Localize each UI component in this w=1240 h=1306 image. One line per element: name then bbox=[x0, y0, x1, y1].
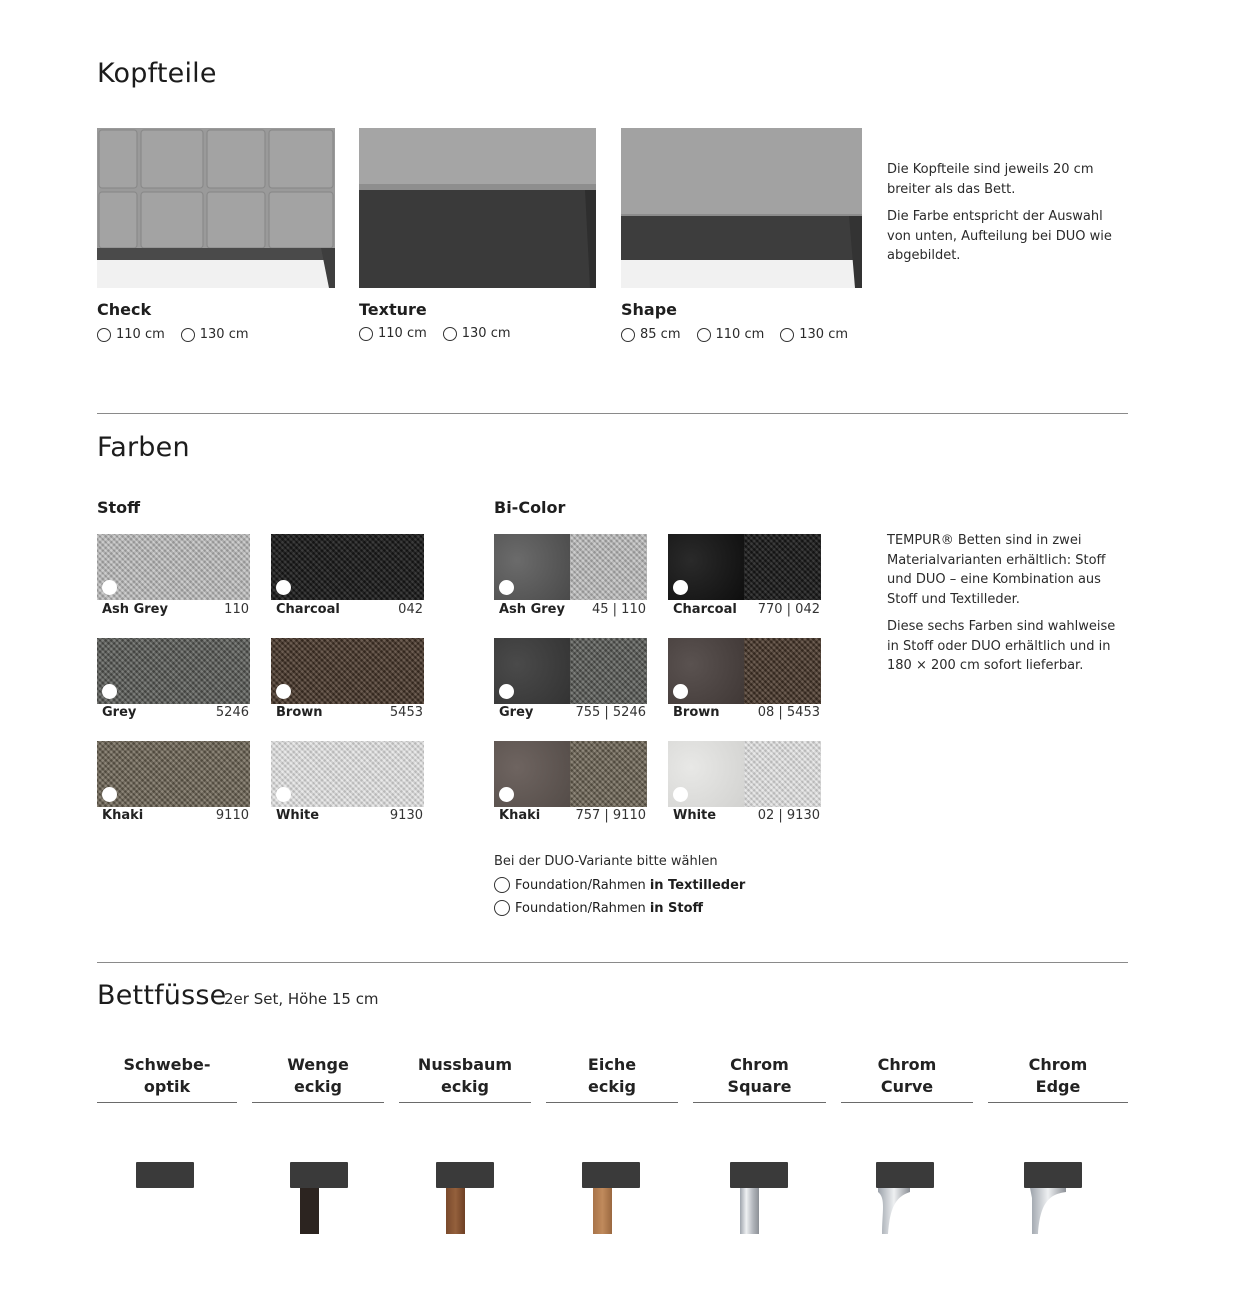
swatch-caption: Ash Grey 45 | 110 bbox=[499, 602, 646, 617]
headboard-shape-image bbox=[621, 128, 862, 288]
select-dot-icon bbox=[102, 580, 117, 595]
swatch-bicolor-charcoal[interactable] bbox=[668, 534, 821, 600]
swatch-caption: Brown 5453 bbox=[276, 705, 423, 720]
foot-leg-chrom-edge bbox=[1030, 1188, 1070, 1236]
section-title-farben: Farben bbox=[97, 432, 190, 463]
shape-option-130[interactable]: 130 cm bbox=[780, 327, 848, 342]
swatch-bicolor-ash-grey[interactable] bbox=[494, 534, 647, 600]
radio-icon[interactable] bbox=[443, 327, 457, 341]
swatch-stoff-ash-grey[interactable] bbox=[97, 534, 250, 600]
foot-wenge-eckig[interactable]: Wenge eckig bbox=[252, 1054, 384, 1103]
swatch-stoff-charcoal[interactable] bbox=[271, 534, 424, 600]
stoff-title: Stoff bbox=[97, 498, 141, 517]
foot-leg-eiche bbox=[593, 1188, 612, 1234]
foot-plate-eiche bbox=[582, 1162, 640, 1188]
foot-chrom-edge[interactable]: Chrom Edge bbox=[988, 1054, 1128, 1103]
swatch-caption: Khaki 757 | 9110 bbox=[499, 808, 646, 823]
shape-option-110[interactable]: 110 cm bbox=[697, 327, 765, 342]
radio-icon[interactable] bbox=[359, 327, 373, 341]
swatch-caption: White 02 | 9130 bbox=[673, 808, 820, 823]
foot-plate-nussbaum bbox=[436, 1162, 494, 1188]
radio-icon[interactable] bbox=[181, 328, 195, 342]
foot-chrom-curve[interactable]: Chrom Curve bbox=[841, 1054, 973, 1103]
radio-icon[interactable] bbox=[780, 328, 794, 342]
headboard-texture-options bbox=[359, 326, 511, 341]
select-dot-icon bbox=[673, 684, 688, 699]
swatch-caption: Charcoal 042 bbox=[276, 602, 423, 617]
swatch-stoff-grey[interactable] bbox=[97, 638, 250, 704]
texture-option-130[interactable]: 130 cm bbox=[443, 326, 511, 341]
headboard-texture-image bbox=[359, 128, 596, 288]
shape-option-85[interactable]: 85 cm bbox=[621, 327, 681, 342]
radio-icon[interactable] bbox=[494, 877, 510, 893]
headboard-note bbox=[887, 160, 1117, 274]
colors-note bbox=[887, 531, 1127, 684]
swatch-caption: White 9130 bbox=[276, 808, 423, 823]
swatch-caption: Brown 08 | 5453 bbox=[673, 705, 820, 720]
check-option-130[interactable]: 130 cm bbox=[181, 327, 249, 342]
headboard-check-title: Check bbox=[97, 300, 152, 319]
headboard-texture-title: Texture bbox=[359, 300, 427, 319]
section-title-kopfteile: Kopfteile bbox=[97, 58, 217, 89]
select-dot-icon bbox=[673, 787, 688, 802]
foot-leg-chrom-curve bbox=[876, 1188, 916, 1236]
foot-plate-wenge bbox=[290, 1162, 348, 1188]
select-dot-icon bbox=[499, 684, 514, 699]
swatch-stoff-brown[interactable] bbox=[271, 638, 424, 704]
colors-note-line: Diese sechs Farben sind wahlweise in Stoff oder DUO erhältlich und in 180 × 200 cm sofort lieferbar. bbox=[887, 619, 1116, 673]
headboard-shape-options bbox=[621, 327, 848, 342]
foot-plate-schwebeoptik bbox=[136, 1162, 194, 1188]
foot-plate-chrom-curve bbox=[876, 1162, 934, 1188]
swatch-bicolor-grey[interactable] bbox=[494, 638, 647, 704]
foot-leg-nussbaum bbox=[446, 1188, 465, 1234]
swatch-bicolor-khaki[interactable] bbox=[494, 741, 647, 807]
swatch-stoff-khaki[interactable] bbox=[97, 741, 250, 807]
headboard-note-line: Die Farbe entspricht der Auswahl von unten, Aufteilung bei DUO wie abgebildet. bbox=[887, 209, 1112, 263]
bettfuesse-subtitle: 2er Set, Höhe 15 cm bbox=[224, 990, 379, 1008]
select-dot-icon bbox=[499, 787, 514, 802]
swatch-bicolor-white[interactable] bbox=[668, 741, 821, 807]
select-dot-icon bbox=[276, 580, 291, 595]
swatch-bicolor-brown[interactable] bbox=[668, 638, 821, 704]
swatch-caption: Charcoal 770 | 042 bbox=[673, 602, 820, 617]
select-dot-icon bbox=[673, 580, 688, 595]
divider bbox=[97, 413, 1128, 414]
headboard-shape-title: Shape bbox=[621, 300, 678, 319]
foot-nussbaum-eckig[interactable]: Nussbaum eckig bbox=[399, 1054, 531, 1103]
bicolor-title: Bi-Color bbox=[494, 498, 566, 517]
check-option-110[interactable]: 110 cm bbox=[97, 327, 165, 342]
foot-leg-wenge bbox=[300, 1188, 319, 1234]
swatch-caption: Grey 5246 bbox=[102, 705, 249, 720]
radio-icon[interactable] bbox=[97, 328, 111, 342]
foot-schwebeoptik[interactable]: Schwebe- optik bbox=[97, 1054, 237, 1103]
select-dot-icon bbox=[499, 580, 514, 595]
duo-prompt: Bei der DUO-Variante bitte wählen bbox=[494, 854, 718, 869]
duo-option-stoff[interactable]: Foundation/Rahmen in Stoff bbox=[494, 900, 703, 916]
radio-icon[interactable] bbox=[697, 328, 711, 342]
foot-plate-chrom-edge bbox=[1024, 1162, 1082, 1188]
swatch-stoff-white[interactable] bbox=[271, 741, 424, 807]
foot-chrom-square[interactable]: Chrom Square bbox=[693, 1054, 826, 1103]
colors-note-line: TEMPUR® Betten sind in zwei Materialvarianten erhältlich: Stoff und DUO – eine Kombination aus Stoff und Textilleder. bbox=[887, 533, 1106, 607]
duo-option-textilleder[interactable]: Foundation/Rahmen in Textilleder bbox=[494, 877, 745, 893]
divider bbox=[97, 962, 1128, 963]
foot-leg-chrom-square bbox=[740, 1188, 759, 1234]
select-dot-icon bbox=[102, 787, 117, 802]
select-dot-icon bbox=[276, 787, 291, 802]
headboard-check-options bbox=[97, 327, 249, 342]
radio-icon[interactable] bbox=[621, 328, 635, 342]
headboard-note-line: Die Kopfteile sind jeweils 20 cm breiter als das Bett. bbox=[887, 162, 1094, 197]
foot-plate-chrom-square bbox=[730, 1162, 788, 1188]
foot-eiche-eckig[interactable]: Eiche eckig bbox=[546, 1054, 678, 1103]
swatch-caption: Grey 755 | 5246 bbox=[499, 705, 646, 720]
select-dot-icon bbox=[102, 684, 117, 699]
select-dot-icon bbox=[276, 684, 291, 699]
swatch-caption: Ash Grey 110 bbox=[102, 602, 249, 617]
swatch-caption: Khaki 9110 bbox=[102, 808, 249, 823]
headboard-check-image bbox=[97, 128, 335, 288]
texture-option-110[interactable]: 110 cm bbox=[359, 326, 427, 341]
radio-icon[interactable] bbox=[494, 900, 510, 916]
section-title-bettfuesse: Bettfüsse bbox=[97, 980, 227, 1011]
